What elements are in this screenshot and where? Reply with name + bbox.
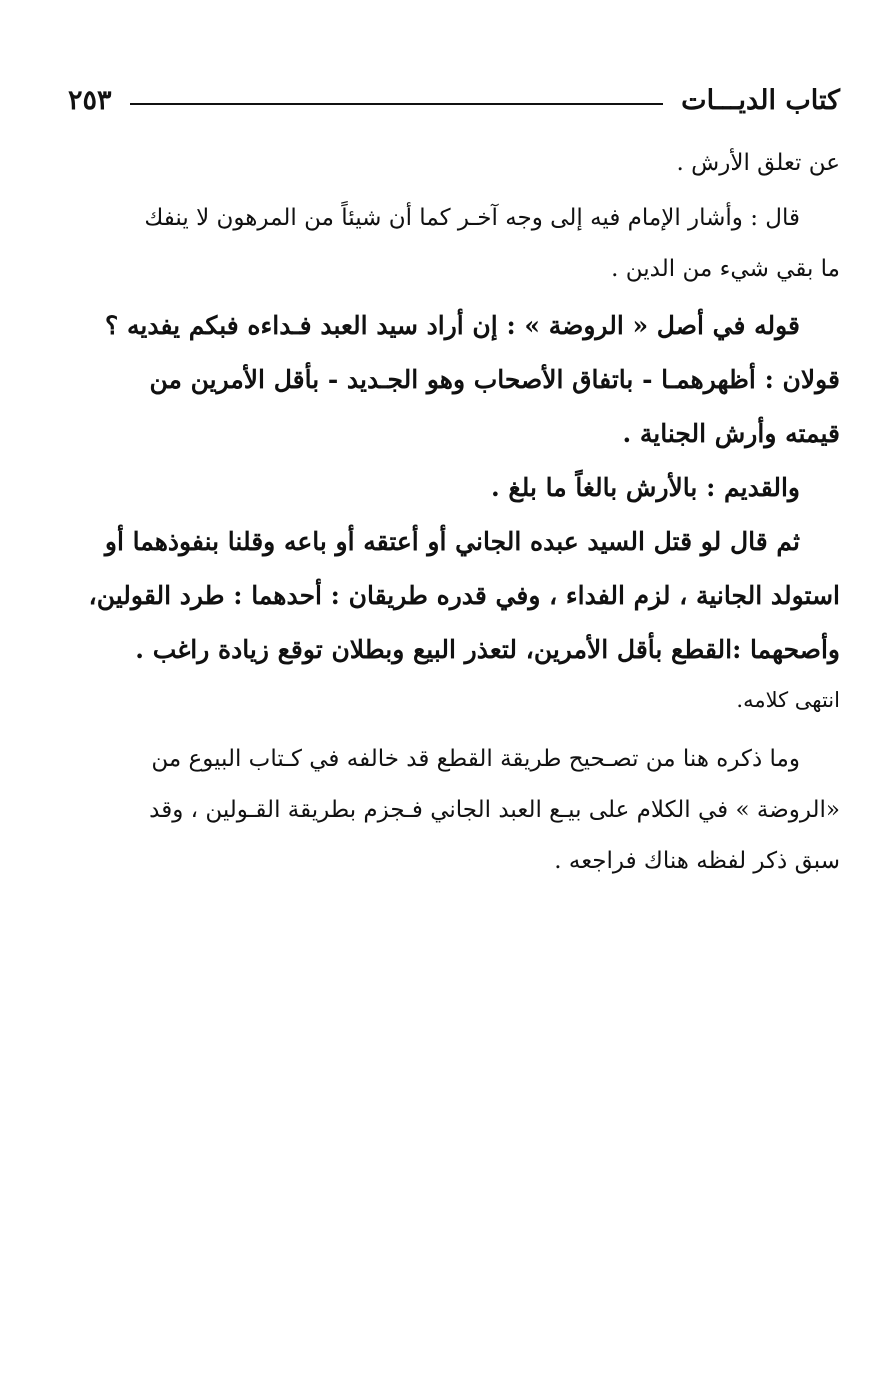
paragraph-7 — [68, 734, 840, 887]
paragraph-4 — [68, 461, 840, 515]
paragraph-5 — [68, 515, 840, 677]
text-line: استولد الجانية ، لزم الفداء ، وفي قدره طريقان : أحدهما : طرد القولين، — [88, 581, 840, 610]
paragraph-3 — [68, 299, 840, 461]
text-line: قال : وأشار الإمام فيه إلى وجه آخـر كما أن شيئاً من المرهون لا ينفك — [144, 205, 800, 231]
text-line: قولان : أظهرهمـا - باتفاق الأصحاب وهو الجـديد - بأقل الأمرين من — [149, 365, 840, 394]
paragraph-2 — [68, 193, 840, 295]
text-line: انتهى كلامه. — [736, 688, 840, 712]
paragraph-6 — [68, 677, 840, 724]
text-line: قيمته وأرش الجناية . — [622, 419, 840, 448]
paragraph-1 — [68, 138, 840, 189]
running-title: كتاب الديـــات — [681, 84, 840, 116]
header-rule — [130, 103, 664, 105]
text-line: «الروضة » في الكلام على بيـع العبد الجاني فـجزم بطريقة القـولين ، وقد — [149, 797, 840, 823]
text-line: قوله في أصل « الروضة » : إن أراد سيد العبد فـداءه فبكم يفديه ؟ — [105, 311, 800, 340]
page-body — [68, 138, 840, 887]
text-line: ثم قال لو قتل السيد عبده الجاني أو أعتقه أو باعه وقلنا بنفوذهما أو — [104, 527, 800, 556]
text-line: ما بقي شيء من الدين . — [611, 256, 840, 282]
text-line: عن تعلق الأرش . — [676, 150, 840, 176]
text-line: سبق ذكر لفظه هناك فراجعه . — [554, 848, 840, 874]
page-number: ٢٥٣ — [68, 84, 112, 116]
text-line: والقديم : بالأرش بالغاً ما بلغ . — [491, 473, 800, 502]
text-line: وأصحهما :القطع بأقل الأمرين، لتعذر البيع وبطلان توقع زيادة راغب . — [135, 635, 840, 664]
page-header — [68, 78, 840, 122]
text-line: وما ذكره هنا من تصـحيح طريقة القطع قد خالفه في كـتاب البيوع من — [151, 746, 800, 772]
